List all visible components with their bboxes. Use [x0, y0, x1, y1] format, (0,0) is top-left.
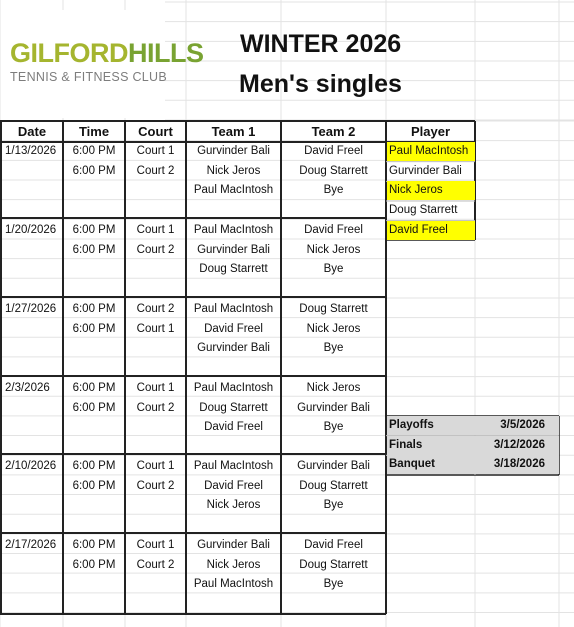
match-time: 6:00 PM [72, 303, 116, 315]
event-title: Men's singles [239, 70, 402, 98]
match-court: Court 1 [136, 460, 175, 472]
event-date: 3/12/2026 [475, 436, 559, 455]
match-team2: Bye [323, 184, 344, 197]
player-name: David Freel [387, 221, 475, 240]
match-time: 6:00 PM [72, 224, 116, 236]
match-team1: David Freel [204, 479, 263, 492]
match-team1: Gurvinder Bali [197, 539, 270, 551]
logo-word-gilford: GILFORD [10, 38, 128, 68]
event-label: Finals [387, 436, 475, 455]
week-date: 2/3/2026 [5, 382, 50, 394]
match-time: 6:00 PM [72, 539, 116, 551]
match-court [125, 417, 186, 437]
match-time: 6:00 PM [72, 479, 116, 492]
match-team2: Bye [323, 578, 344, 591]
header-team2: Team 2 [311, 124, 356, 139]
match-team2: Nick Jeros [306, 382, 361, 394]
player-name: Doug Starrett [389, 203, 458, 216]
week-date: 2/10/2026 [5, 460, 57, 472]
match-time: 6:00 PM [72, 322, 116, 335]
season-title: WINTER 2026 [240, 30, 402, 58]
match-team2: Doug Starrett [299, 303, 368, 315]
match-team2: Doug Starrett [299, 479, 368, 492]
match-team1: Doug Starrett [199, 263, 268, 276]
event-date: 3/18/2026 [475, 455, 559, 474]
match-time [63, 495, 125, 515]
match-time: 6:00 PM [72, 460, 116, 472]
match-team2: Bye [323, 263, 344, 276]
match-court: Court 2 [136, 243, 175, 256]
match-court [125, 180, 186, 200]
match-team1: Paul MacIntosh [193, 303, 274, 315]
match-time [63, 417, 125, 437]
club-logo [4, 10, 204, 118]
event-label: Playoffs [387, 416, 475, 435]
match-time: 6:00 PM [72, 243, 116, 256]
match-team2: Nick Jeros [306, 243, 361, 256]
match-team2: David Freel [304, 539, 363, 551]
match-team2: David Freel [304, 145, 363, 157]
match-time: 6:00 PM [72, 401, 116, 414]
match-time: 6:00 PM [72, 558, 116, 571]
event-label: Banquet [387, 455, 475, 474]
week-date: 2/17/2026 [5, 539, 57, 551]
match-time [63, 180, 125, 200]
match-team2: Doug Starrett [299, 164, 368, 177]
match-team1: Paul MacIntosh [193, 184, 274, 197]
match-time: 6:00 PM [72, 164, 116, 177]
match-court: Court 1 [136, 382, 175, 394]
match-time: 6:00 PM [72, 145, 116, 157]
match-court [125, 338, 186, 358]
event-date: 3/5/2026 [475, 416, 559, 435]
match-team1: Doug Starrett [199, 401, 268, 414]
match-court: Court 1 [136, 539, 175, 551]
logo-word-hills: HILLS [128, 38, 204, 68]
week-date: 1/27/2026 [5, 303, 57, 315]
match-court: Court 1 [136, 322, 175, 335]
player-name: Gurvinder Bali [389, 164, 462, 177]
logo-tagline: TENNIS & FITNESS CLUB [10, 70, 168, 84]
match-time: 6:00 PM [72, 382, 116, 394]
match-team1: Paul MacIntosh [193, 578, 274, 591]
match-team2: Gurvinder Bali [297, 401, 370, 414]
header-time: Time [78, 124, 110, 139]
match-team1: Gurvinder Bali [197, 342, 270, 355]
match-team1: Gurvinder Bali [197, 145, 270, 157]
match-team2: Nick Jeros [306, 322, 361, 335]
week-date: 1/20/2026 [5, 224, 57, 236]
header-team1: Team 1 [211, 124, 256, 139]
match-team1: Paul MacIntosh [193, 382, 274, 394]
match-court [125, 259, 186, 279]
match-court: Court 2 [136, 164, 175, 177]
match-team1: Nick Jeros [206, 499, 261, 512]
match-time [63, 259, 125, 279]
header-date: Date [17, 124, 47, 139]
match-team1: David Freel [204, 421, 263, 434]
match-team1: Nick Jeros [206, 164, 261, 177]
match-time [63, 574, 125, 594]
header-player: Player [410, 124, 451, 139]
match-team2: Gurvinder Bali [297, 460, 370, 472]
match-team2: Bye [323, 499, 344, 512]
match-court: Court 2 [136, 479, 175, 492]
match-team2: Bye [323, 421, 344, 434]
match-court: Court 2 [136, 303, 175, 315]
match-team1: Gurvinder Bali [197, 243, 270, 256]
match-court [125, 495, 186, 515]
match-court: Court 2 [136, 401, 175, 414]
match-team2: Doug Starrett [299, 558, 368, 571]
match-team1: David Freel [204, 322, 263, 335]
player-name: Paul MacIntosh [387, 142, 475, 161]
match-team2: Bye [323, 342, 344, 355]
match-time [63, 338, 125, 358]
match-court [125, 574, 186, 594]
match-court: Court 1 [136, 145, 175, 157]
match-team2: David Freel [304, 224, 363, 236]
match-court: Court 2 [136, 558, 175, 571]
week-date: 1/13/2026 [5, 145, 57, 157]
match-court: Court 1 [136, 224, 175, 236]
match-team1: Paul MacIntosh [193, 460, 274, 472]
header-court: Court [138, 124, 173, 139]
match-team1: Paul MacIntosh [193, 224, 274, 236]
match-team1: Nick Jeros [206, 558, 261, 571]
player-name: Nick Jeros [387, 181, 475, 200]
